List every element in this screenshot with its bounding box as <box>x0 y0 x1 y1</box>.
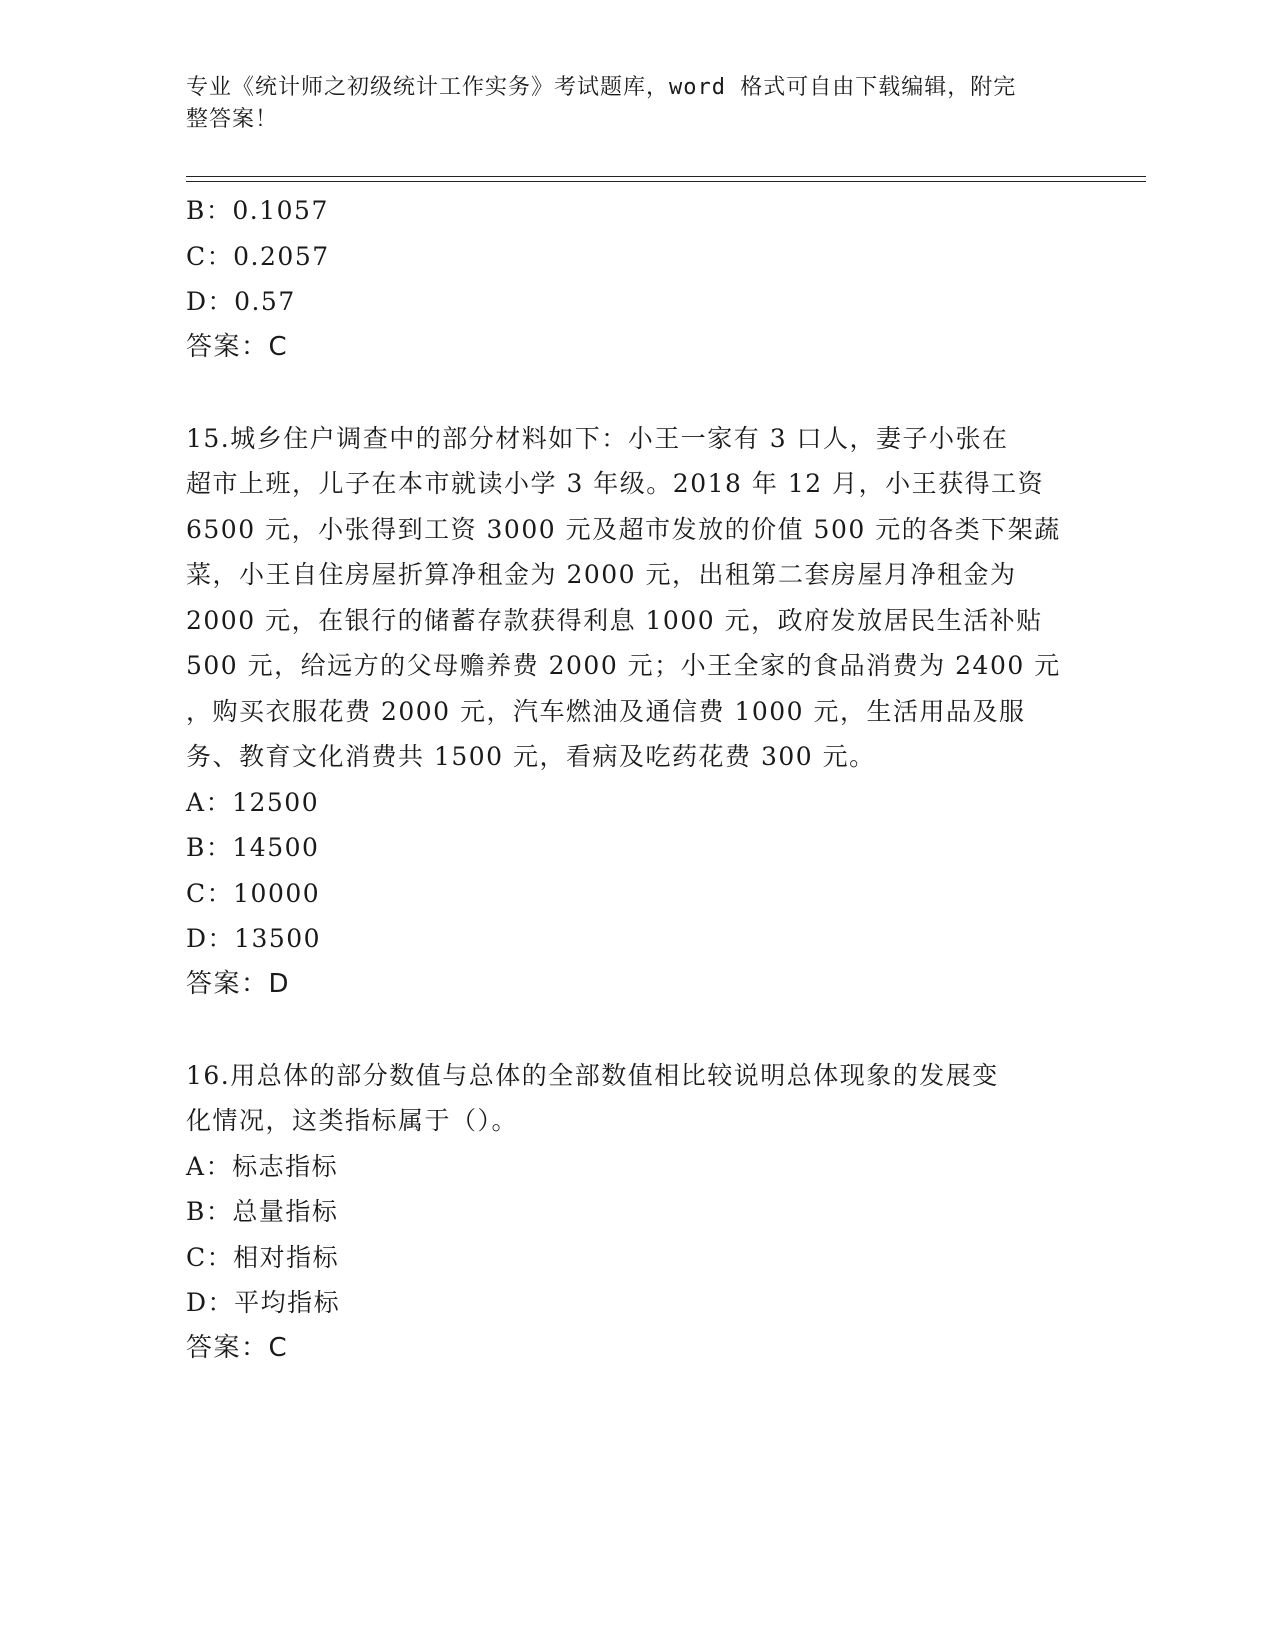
question-15-text-line: ，购买衣服花费 2000 元，汽车燃油及通信费 1000 元，生活用品及服 <box>186 696 1026 726</box>
option-text: 0.1057 <box>232 196 329 225</box>
document-body <box>186 188 1086 1371</box>
question-15-block <box>186 416 1086 1008</box>
option-b: B：0.1057 <box>186 196 329 225</box>
option-text: 0.2057 <box>233 241 330 271</box>
option-label: B <box>186 196 206 225</box>
answer-line: 答案：C <box>186 1332 289 1363</box>
option-d: D：0.57 <box>186 287 296 316</box>
answer-line: 答案：D <box>186 968 291 999</box>
question-15-text-line: 务、教育文化消费共 1500 元，看病及吃药花费 300 元。 <box>186 742 876 771</box>
header-line-1: 专业《统计师之初级统计工作实务》考试题库，word 格式可自由下载编辑，附完 <box>186 75 1017 100</box>
option-text: 12500 <box>232 787 320 817</box>
option-b: B：14500 <box>186 833 320 862</box>
question-15-text-line: 2000 元，在银行的储蓄存款获得利息 1000 元，政府发放居民生活补贴 <box>186 605 1043 635</box>
option-a: A：12500 <box>186 787 320 817</box>
option-b: B：总量指标 <box>186 1197 339 1226</box>
question-15-text-line: 超市上班，儿子在本市就读小学 3 年级。2018 年 12 月，小王获得工资 <box>186 469 1045 498</box>
option-text: 13500 <box>234 924 322 953</box>
question-16-block <box>186 1053 1086 1372</box>
option-label: D <box>186 924 208 953</box>
option-text: 相对指标 <box>233 1242 340 1272</box>
spacer <box>186 1007 1086 1053</box>
option-label: C <box>186 878 207 908</box>
option-label: B <box>186 1197 206 1226</box>
spacer <box>186 370 1086 416</box>
option-label: B <box>186 833 206 862</box>
question-15-text-line: 15.城乡住户调查中的部分材料如下：小王一家有 3 口人，妻子小张在 <box>186 423 1009 453</box>
header-divider-bottom <box>186 181 1146 182</box>
option-c: C：相对指标 <box>186 1242 340 1272</box>
option-a: A：标志指标 <box>186 1151 339 1181</box>
option-c: C：0.2057 <box>186 241 330 271</box>
answer-line: 答案：C <box>186 331 289 362</box>
header-line-2: 整答案！ <box>186 107 279 132</box>
option-label: D <box>186 287 208 316</box>
option-text: 平均指标 <box>234 1288 341 1317</box>
question-16-text-line: 16.用总体的部分数值与总体的全部数值相比较说明总体现象的发展变 <box>186 1060 999 1090</box>
prev-question-block <box>186 188 1086 370</box>
option-label: C <box>186 241 207 271</box>
option-label: A <box>186 1151 206 1181</box>
option-text: 14500 <box>232 833 320 862</box>
question-15-text-line: 6500 元，小张得到工资 3000 元及超市发放的价值 500 元的各类下架蔬 <box>186 514 1061 544</box>
option-text: 标志指标 <box>232 1151 339 1181</box>
option-c: C：10000 <box>186 878 321 908</box>
option-text: 10000 <box>233 878 321 908</box>
option-text: 0.57 <box>234 287 296 316</box>
question-15-text-line: 菜，小王自住房屋折算净租金为 2000 元，出租第二套房屋月净租金为 <box>186 560 1017 589</box>
question-16-text-line: 化情况，这类指标属于（）。 <box>186 1106 519 1135</box>
option-text: 总量指标 <box>232 1197 339 1226</box>
option-label: C <box>186 1242 207 1272</box>
question-15-text-line: 500 元，给远方的父母赡养费 2000 元；小王全家的食品消费为 2400 元 <box>186 651 1061 680</box>
header-divider-top <box>186 176 1146 177</box>
option-label: D <box>186 1288 208 1317</box>
document-header <box>186 72 1086 136</box>
option-label: A <box>186 787 206 817</box>
option-d: D：平均指标 <box>186 1288 341 1317</box>
option-d: D：13500 <box>186 924 322 953</box>
